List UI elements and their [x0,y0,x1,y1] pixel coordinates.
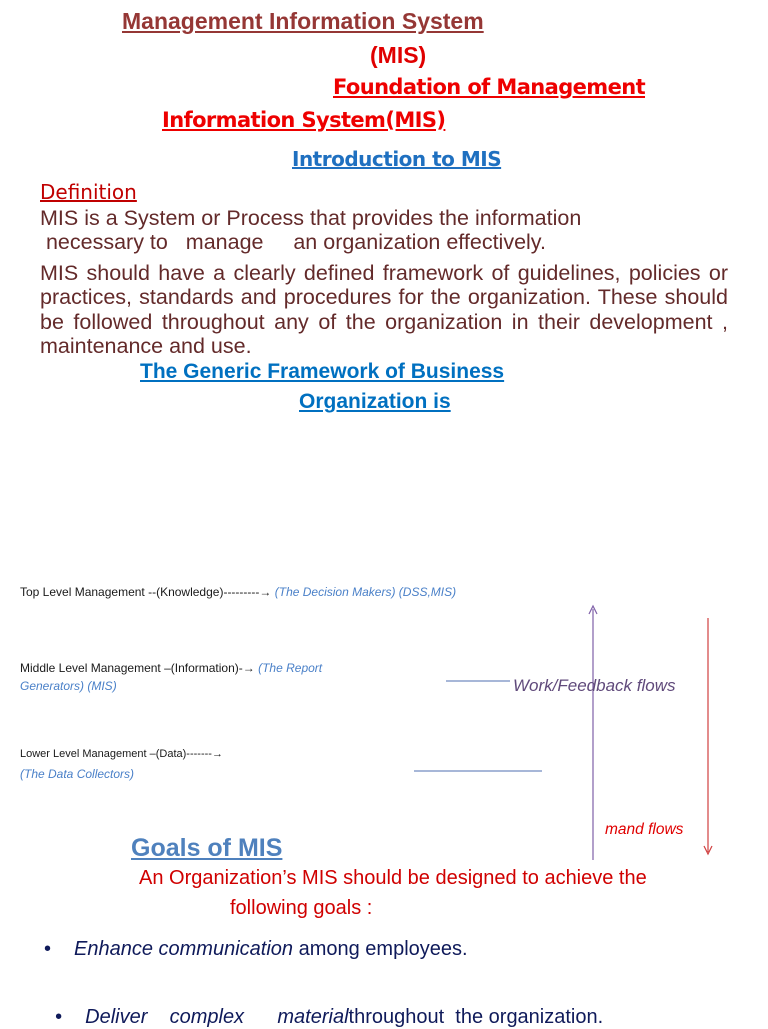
definition-line1: MIS is a System or Process that provides the information [40,206,582,230]
middle-level-label: Middle Level Management –(Information)-→ [20,661,259,675]
document-title-acronym: (MIS) [370,42,427,68]
definition-line2: necessary to manage an organization effectively. [40,230,546,255]
document-title: Management Information System [122,8,484,34]
middle-level-desc-b: Generators) (MIS) [20,679,117,693]
bullet-icon: • [55,1006,63,1028]
command-flows-label: mand flows [605,821,684,838]
top-level-label: Top Level Management --(Knowledge)---------→ [20,585,275,599]
framework-heading-line1: The Generic Framework of Business [140,360,505,383]
goal-emphasis: Enhance communication [74,938,294,960]
lower-level-label: Lower Level Management –(Data)-------→ [20,748,223,760]
goal-list-item [44,983,603,1029]
framework-heading-line2: Organization is [299,390,451,413]
goal-list-item [44,938,468,961]
lower-level-desc: (The Data Collectors) [20,767,135,781]
foundation-heading-line1: Foundation of Management [333,75,646,99]
goal-text: among employees. [293,938,468,960]
top-level-desc: (The Decision Makers) (DSS,MIS) [274,585,457,599]
goal-emphasis: Deliver complex material [85,1006,349,1028]
foundation-heading-line2: Information System(MIS) [162,108,446,132]
introduction-heading: Introduction to MIS [292,147,502,171]
goal-text: throughout the organization. [348,1006,604,1028]
definition-heading: Definition [40,180,137,204]
goals-intro-line2: following goals : [230,897,373,919]
goals-intro-line1: An Organization’s MIS should be designed to achieve the [139,867,647,889]
work-feedback-flows-label: Work/Feedback flows [513,676,676,695]
framework-paragraph: MIS should have a clearly defined framework of guidelines, policies or practices, standards and procedures for the organization. These should be followed throughout any of the organization in their development , maintenance and use. [40,261,728,359]
bullet-icon: • [44,938,52,960]
goals-heading: Goals of MIS [131,834,283,862]
middle-level-desc-a: (The Report [258,661,323,675]
